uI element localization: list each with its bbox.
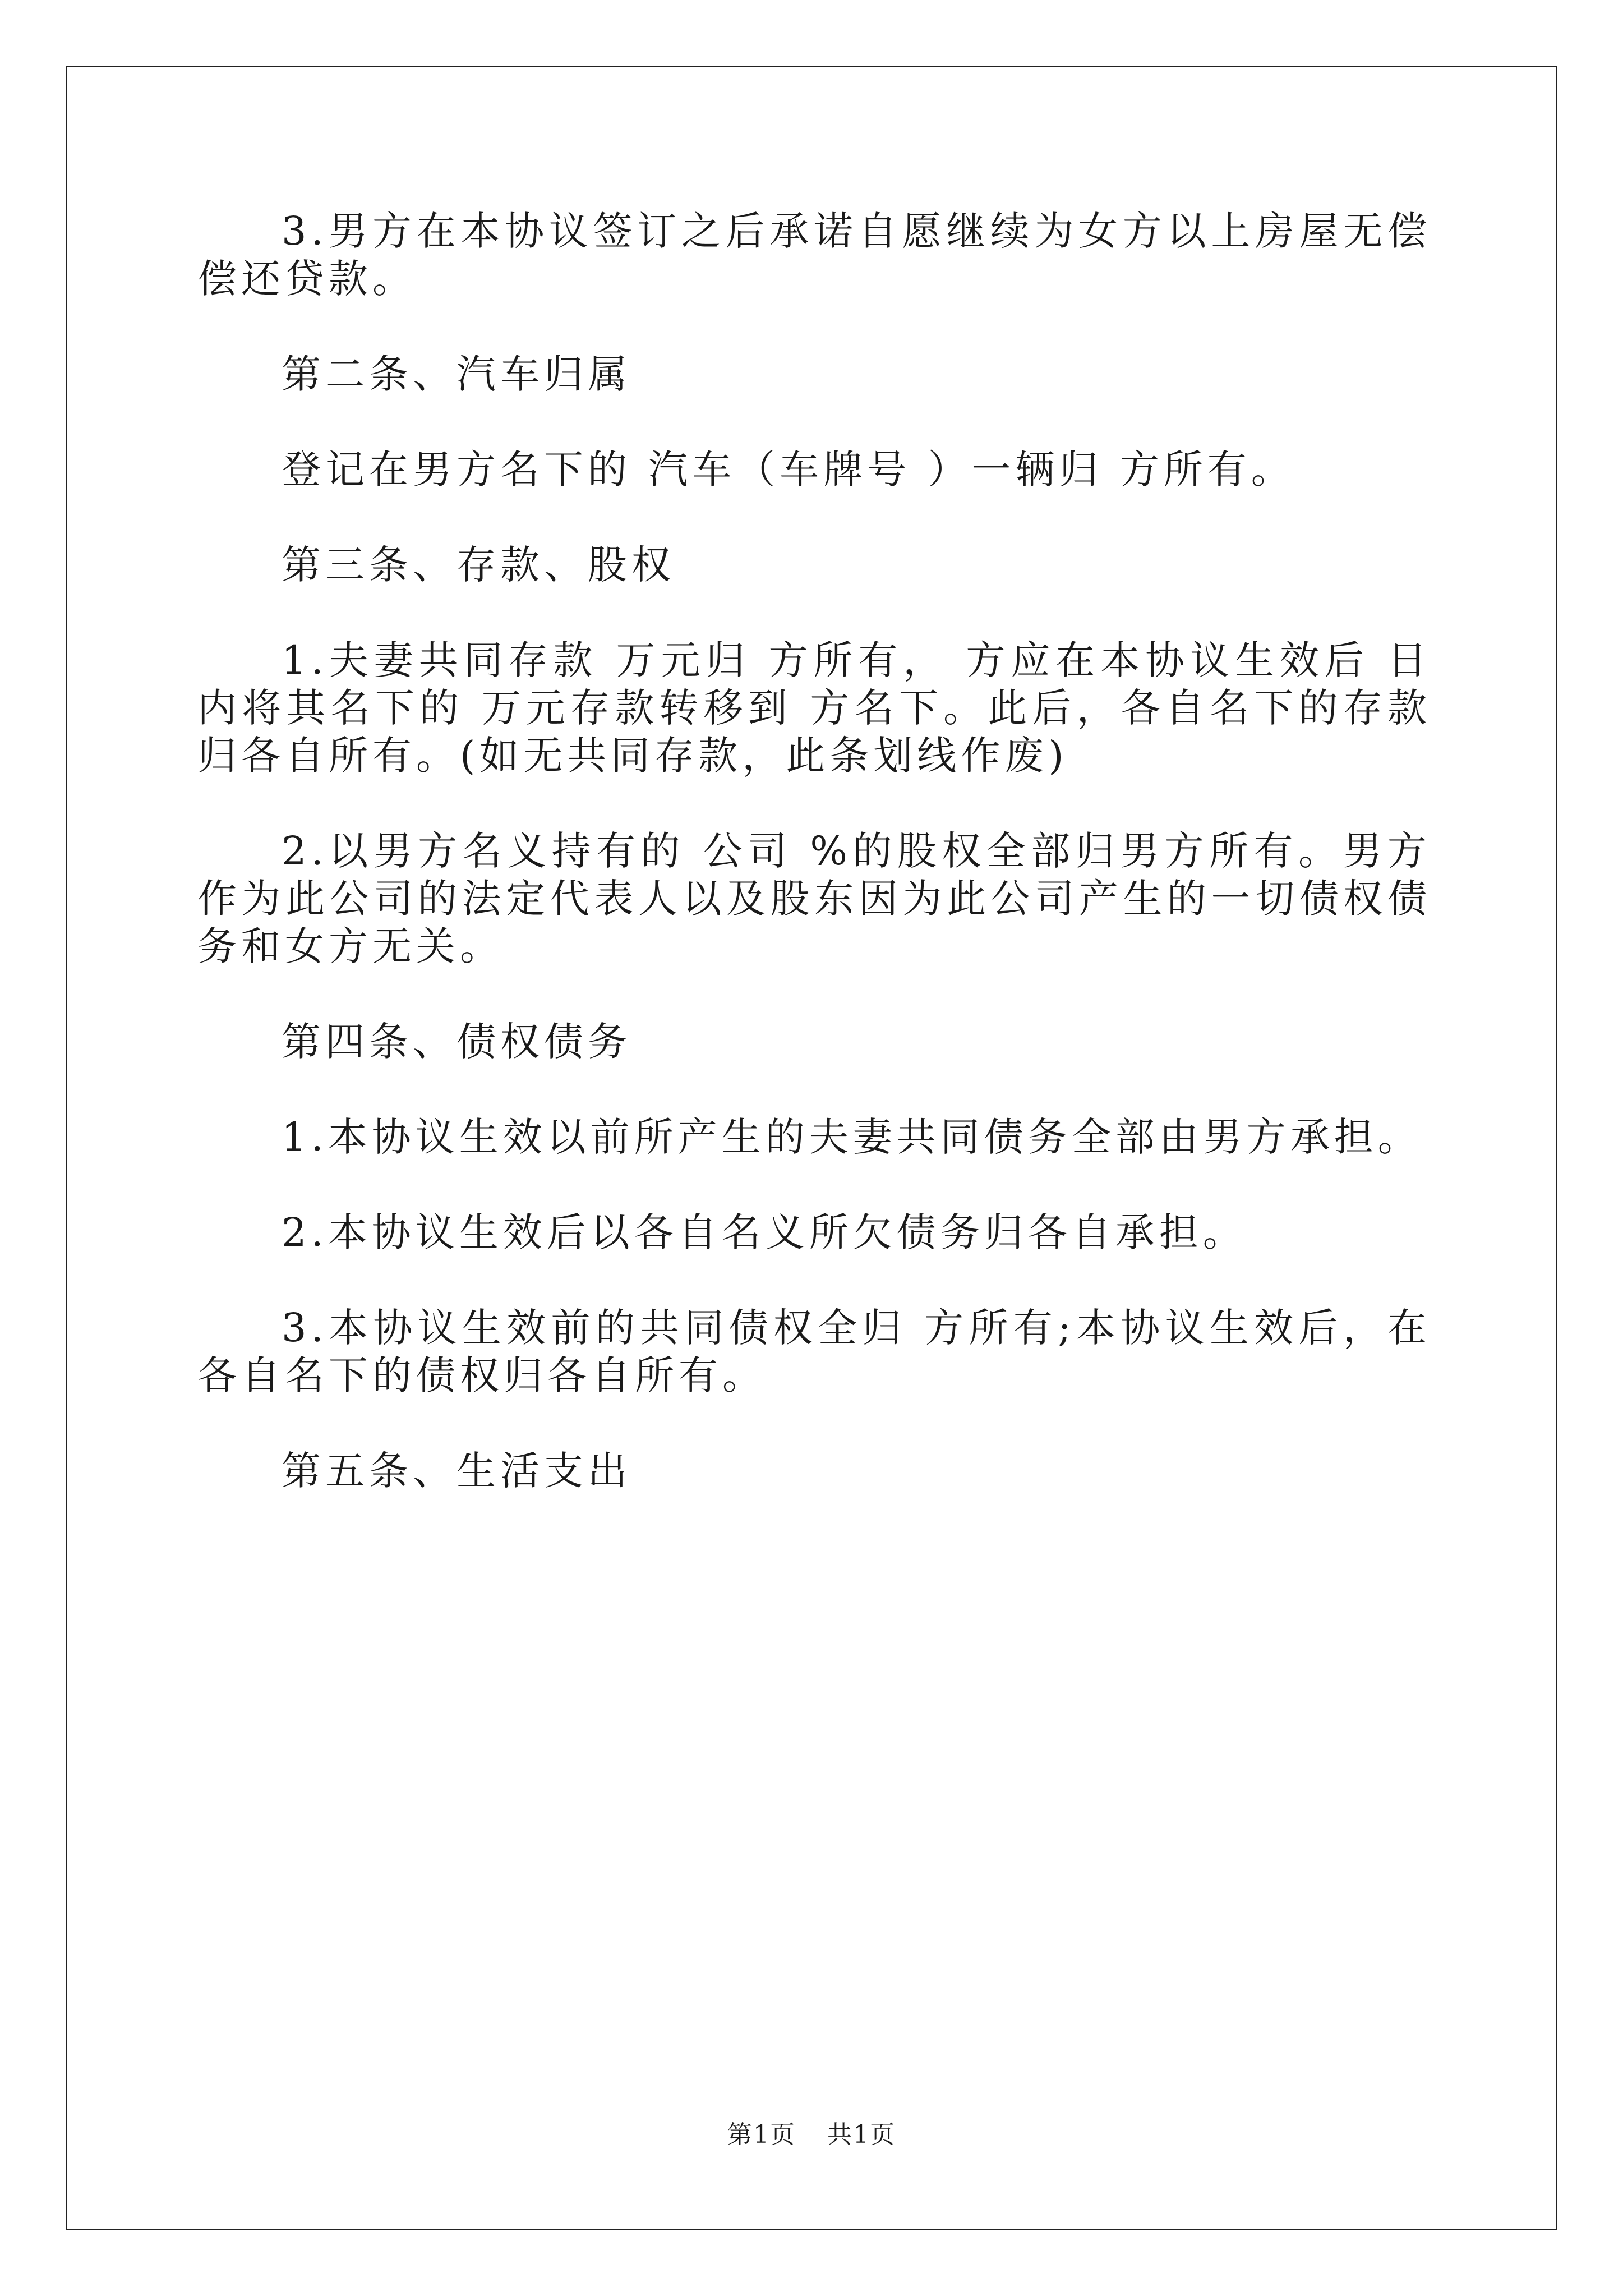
heading-article-3: 第三条、存款、股权 xyxy=(282,542,675,588)
heading-article-5: 第五条、生活支出 xyxy=(282,1448,631,1494)
page-number: 第1页 xyxy=(727,2120,796,2149)
paragraph-debt-3: 3.本协议生效前的共同债权全归 方所有;本协议生效后，在各自名下的债权归各自所有。 xyxy=(197,1305,1431,1398)
page-total: 共1页 xyxy=(827,2120,896,2149)
paragraph-savings: 1.夫妻共同存款 万元归 方所有， 方应在本协议生效后 日内将其名下的 万元存款转移到 方名下。此后，各自名下的存款归各自所有。(如无共同存款，此条划线作废) xyxy=(197,637,1431,779)
heading-article-2: 第二条、汽车归属 xyxy=(282,351,631,397)
heading-article-4: 第四条、债权债务 xyxy=(282,1019,631,1065)
paragraph-debt-2: 2.本协议生效后以各自名义所欠债务归各自承担。 xyxy=(282,1209,1247,1255)
paragraph-equity: 2.以男方名义持有的 公司 %的股权全部归男方所有。男方作为此公司的法定代表人以及股东因为此公司产生的一切债权债务和女方无关。 xyxy=(197,828,1431,969)
paragraph-debt-1: 1.本协议生效以前所产生的夫妻共同债务全部由男方承担。 xyxy=(282,1114,1422,1160)
page-footer xyxy=(0,2118,1623,2152)
document-body xyxy=(197,208,1431,1543)
paragraph-car: 登记在男方名下的 汽车（车牌号 ）一辆归 方所有。 xyxy=(282,447,1295,493)
paragraph-house-loan: 3.男方在本协议签订之后承诺自愿继续为女方以上房屋无偿偿还贷款。 xyxy=(197,208,1431,302)
